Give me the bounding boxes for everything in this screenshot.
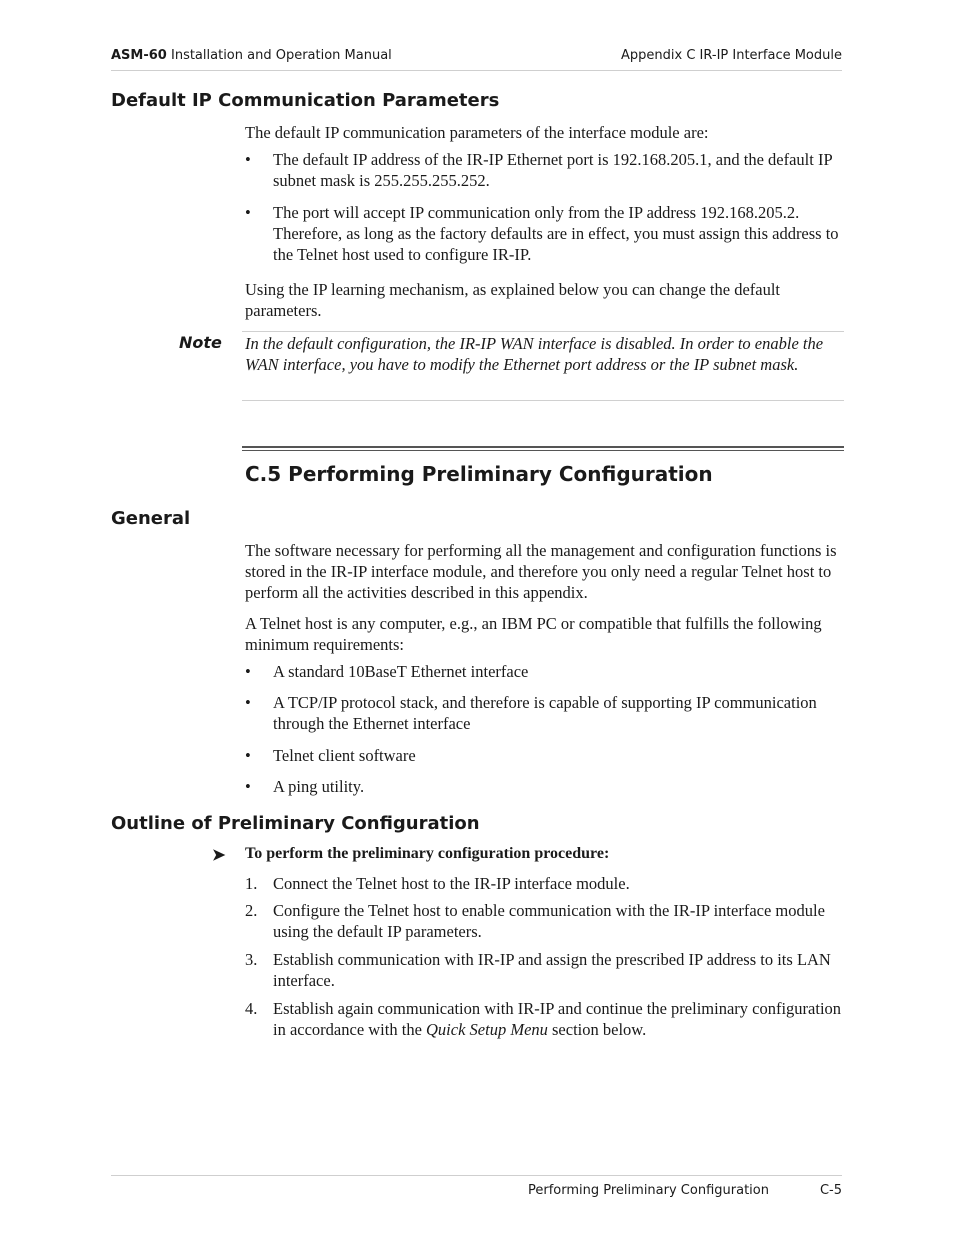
footer-section-title: Performing Preliminary Configuration xyxy=(528,1183,769,1198)
bullet-text: A standard 10BaseT Ethernet interface xyxy=(273,662,529,681)
running-header xyxy=(111,48,842,71)
note-text: In the default configuration, the IR-IP WAN interface is disabled. In order to enable the WAN interface, you have to modify the Ethernet port address or the IP subnet mask. xyxy=(245,334,824,374)
heading-section-c5: C.5 Performing Preliminary Configuration xyxy=(245,462,713,486)
bullet-dot: • xyxy=(245,150,251,169)
header-appendix-title: Appendix C IR-IP Interface Module xyxy=(621,48,842,63)
general-para-1: The software necessary for performing all the management and configuration functions is stored in the IR-IP interface module, and therefore you only need a regular Telnet host to perform all the activities described in this appendix. xyxy=(245,541,837,602)
heading-outline: Outline of Preliminary Configuration xyxy=(111,813,480,834)
bullet-dot: • xyxy=(245,203,251,222)
step-text-part: Establish again communication with IR-IP and continue the preliminary configuration in accordance with the xyxy=(273,999,842,1039)
bullet-dot: • xyxy=(245,662,251,681)
section-rule-thin xyxy=(242,450,844,451)
step-number: 4. xyxy=(245,999,258,1018)
step-number: 2. xyxy=(245,901,258,920)
page-number: C-5 xyxy=(819,1183,842,1198)
bullet-text: A ping utility. xyxy=(273,777,365,796)
bullet-text: The default IP address of the IR-IP Ethernet port is 192.168.205.1, and the default IP subnet mask is 255.255.255.252. xyxy=(273,150,833,190)
step-text-part: section below. xyxy=(547,1020,647,1039)
section-rule xyxy=(242,446,844,448)
step-text: Connect the Telnet host to the IR-IP interface module. xyxy=(273,874,630,893)
step-text xyxy=(273,998,842,1040)
note-label: Note xyxy=(179,333,222,352)
step-text: Configure the Telnet host to enable communication with the IR-IP interface module using the default IP parameters. xyxy=(273,901,825,941)
quick-setup-menu-reference: Quick Setup Menu xyxy=(426,1020,548,1039)
header-doc-title: ASM-60 Installation and Operation Manual xyxy=(111,48,392,63)
general-para-2: A Telnet host is any computer, e.g., an IBM PC or compatible that fulfills the following minimum requirements: xyxy=(245,614,822,654)
step-number: 1. xyxy=(245,874,258,893)
step-number: 3. xyxy=(245,950,258,969)
bullet-dot: • xyxy=(245,777,251,796)
step-text: Establish communication with IR-IP and assign the prescribed IP address to its LAN interface. xyxy=(273,950,831,990)
bullet-text: A TCP/IP protocol stack, and therefore is capable of supporting IP communication through the Ethernet interface xyxy=(273,693,817,733)
heading-default-ip: Default IP Communication Parameters xyxy=(111,90,500,111)
running-footer xyxy=(111,1175,842,1206)
heading-general: General xyxy=(111,508,191,529)
bullet-dot: • xyxy=(245,693,251,712)
bullet-text: Telnet client software xyxy=(273,746,416,765)
default-ip-intro: The default IP communication parameters of the interface module are: xyxy=(245,123,709,142)
procedure-title-text: To perform the preliminary configuration procedure: xyxy=(245,845,610,862)
bullet-dot: • xyxy=(245,746,251,765)
default-ip-closing: Using the IP learning mechanism, as explained below you can change the default parameters. xyxy=(245,280,781,320)
procedure-arrow-icon: ➤ xyxy=(212,847,226,864)
bullet-text: The port will accept IP communication only from the IP address 192.168.205.2. Therefore, as long as the factory defaults are in effect, you must assign this address to the Telnet host used to configure IR-IP. xyxy=(273,203,839,264)
